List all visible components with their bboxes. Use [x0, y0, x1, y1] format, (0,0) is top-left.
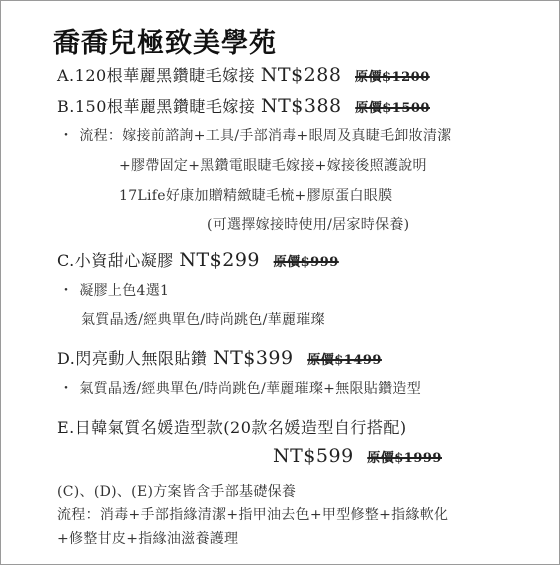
item-a-original-price: 原價$1200 — [355, 70, 430, 85]
process-line-4: (可選擇嫁接時使用/居家時保養) — [207, 217, 410, 233]
item-b-name: B.150根華麗黑鑽睫毛嫁接 — [57, 97, 256, 116]
bullet-icon: ・ — [59, 381, 74, 397]
process-text-1: 流程：嫁接前諮詢+工具/手部消毒+眼周及真睫毛卸妝清潔 — [79, 128, 452, 144]
footer-line-3: +修整甘皮+指緣油滋養護理 — [57, 531, 239, 547]
item-d — [57, 346, 382, 369]
item-d-price: NT$399 — [212, 347, 294, 369]
item-e-original-price: 原價$1999 — [367, 451, 442, 466]
gel-text-1: 凝膠上色4選1 — [79, 283, 170, 299]
item-a-name: A.120根華麗黑鑽睫毛嫁接 — [57, 66, 256, 85]
bullet-icon: ・ — [59, 128, 74, 144]
item-e-price: NT$599 — [273, 445, 354, 467]
gel-line-1 — [59, 280, 169, 300]
bullet-icon: ・ — [59, 283, 74, 299]
footer-line-1: (C)、(D)、(E)方案皆含手部基礎保養 — [57, 484, 297, 500]
item-b-original-price: 原價$1500 — [355, 101, 430, 116]
item-c-price: NT$299 — [179, 249, 261, 271]
item-e-name: E.日韓氣質名媛造型款(20款名媛造型自行搭配) — [57, 418, 407, 437]
item-a-price: NT$288 — [260, 64, 342, 86]
item-b — [57, 94, 430, 117]
item-c — [57, 248, 339, 271]
item-b-price: NT$388 — [260, 95, 342, 117]
diamond-text: 氣質晶透/經典單色/時尚跳色/華麗璀璨+無限貼鑽造型 — [79, 381, 421, 397]
process-line-3: 17Life好康加贈精緻睫毛梳+膠原蛋白眼膜 — [119, 188, 393, 204]
diamond-line — [59, 378, 421, 398]
process-line-2: +膠帶固定+黑鑽電眼睫毛嫁接+嫁接後照護說明 — [119, 158, 427, 174]
item-d-original-price: 原價$1499 — [307, 353, 382, 368]
item-e-price-line — [273, 445, 442, 467]
footer-line-2: 流程：消毒+手部指緣清潔+指甲油去色+甲型修整+指緣軟化 — [57, 507, 449, 523]
item-c-original-price: 原價$999 — [273, 255, 339, 270]
item-c-name: C.小資甜心凝膠 — [57, 251, 174, 270]
process-line-1 — [59, 125, 452, 145]
item-d-name: D.閃亮動人無限貼鑽 — [57, 349, 208, 368]
page-title: 喬喬兒極致美學苑 — [53, 28, 277, 59]
item-a — [57, 63, 430, 86]
gel-line-2: 氣質晶透/經典單色/時尚跳色/華麗璀璨 — [81, 312, 325, 328]
